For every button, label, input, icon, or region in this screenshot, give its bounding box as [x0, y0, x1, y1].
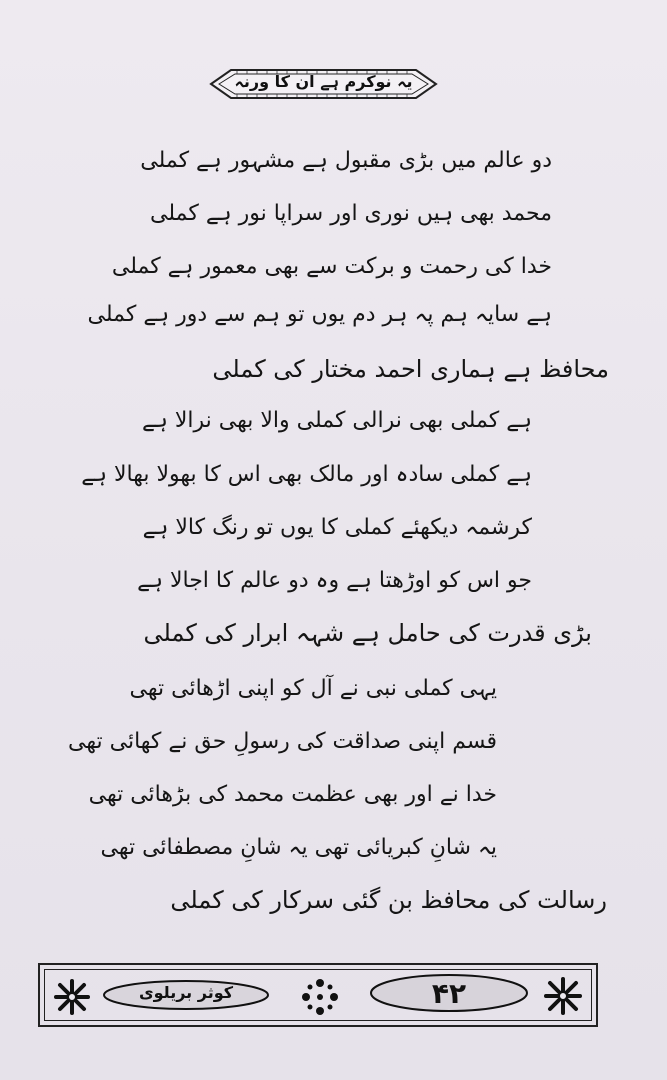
flower-ornament-icon [298, 975, 342, 1019]
poem-line: یہی کملی نبی نے آل کو اپنی اڑھائی تھی [129, 676, 497, 701]
poem-line: ہے کملی سادہ اور مالک بھی اس کا بھولا بھالا ہے [81, 462, 532, 487]
poem-line: جو اس کو اوڑھتا ہے وہ دو عالم کا اجالا ہے [137, 568, 532, 593]
poem-line: خدا نے اور بھی عظمت محمد کی بڑھائی تھی [88, 782, 497, 807]
poem-line: کرشمہ دیکھئے کملی کا یوں تو رنگ کالا ہے [142, 515, 532, 540]
poem-line: ہے کملی بھی نرالی کملی والا بھی نرالا ہے [142, 408, 532, 433]
poet-name: کوثر بریلوی [138, 983, 234, 1002]
header-title: یہ نوکرم ہے ان کا ورنہ [234, 72, 413, 91]
poem-line: خدا کی رحمت و برکت سے بھی معمور ہے کملی [111, 254, 552, 279]
poem-header [207, 64, 440, 104]
poem-line: ہے سایہ ہم پہ ہر دم یوں تو ہم سے دور ہے کملی [87, 302, 552, 327]
poem-line: دو عالم میں بڑی مقبول ہے مشہور ہے کملی [140, 148, 552, 173]
asterisk-ornament-icon [52, 977, 92, 1017]
poem-line: بڑی قدرت کی حامل ہے شہہ ابرار کی کملی [143, 619, 592, 647]
asterisk-ornament-icon [542, 975, 584, 1017]
poem-line: یہ شانِ کبریائی تھی یہ شانِ مصطفائی تھی [100, 835, 497, 860]
poem-line: محمد بھی ہیں نوری اور سراپا نور ہے کملی [150, 201, 552, 226]
poem-line: رسالت کی محافظ بن گئی سرکار کی کملی [170, 886, 607, 914]
poem-line: محافظ ہے ہماری احمد مختار کی کملی [212, 355, 609, 383]
page-number: ۴۲ [431, 977, 467, 1010]
page-footer [38, 963, 598, 1027]
poem-line: قسم اپنی صداقت کی رسولِ حق نے کھائی تھی [68, 729, 497, 754]
